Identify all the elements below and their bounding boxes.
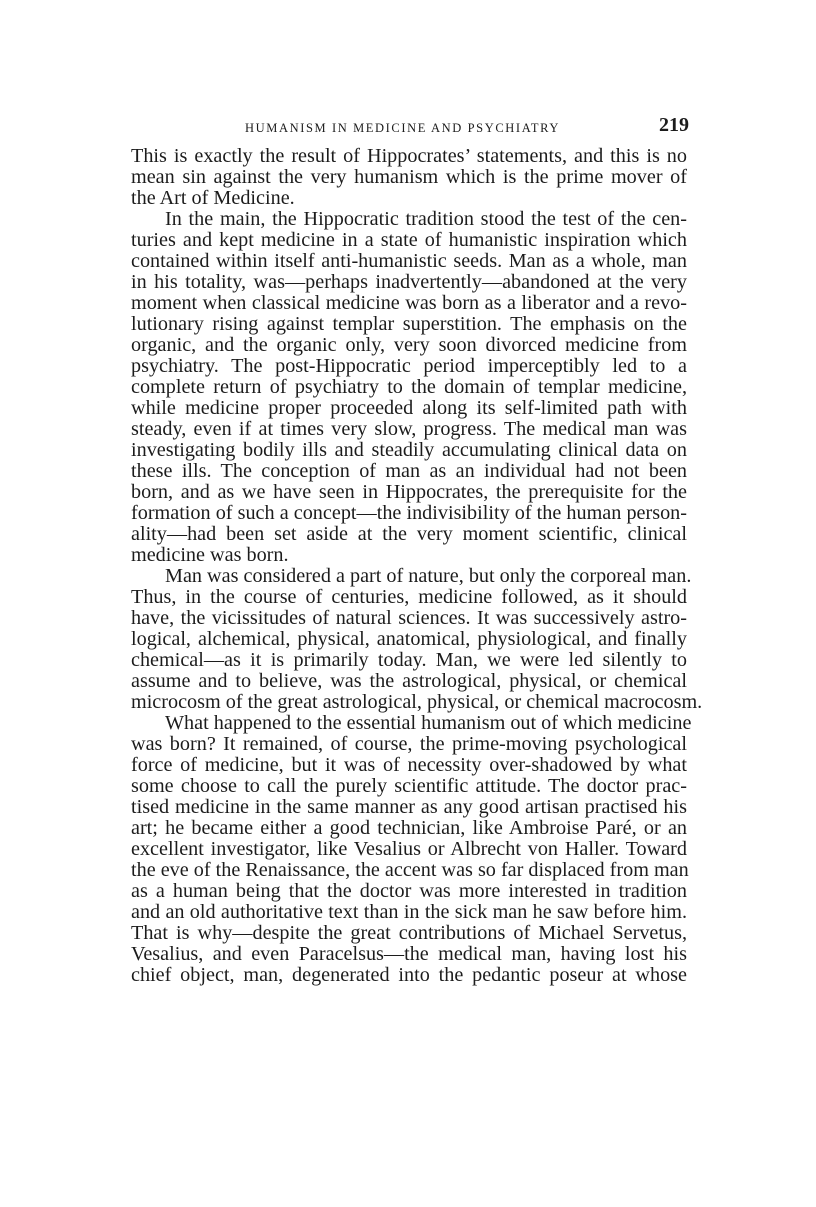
text-line: have, the vicissitudes of natural sciences. It was successively astro-	[131, 607, 687, 629]
text-line: tised medicine in the same manner as any good artisan practised his	[131, 796, 687, 818]
text-line: was born? It remained, of course, the prime-moving psychological	[131, 733, 687, 755]
text-line: Thus, in the course of centuries, medicine followed, as it should	[131, 586, 687, 608]
book-page	[131, 112, 703, 986]
paragraph	[131, 146, 687, 209]
text-line: logical, alchemical, physical, anatomical, physiological, and finally	[131, 628, 687, 650]
text-line: steady, even if at times very slow, progress. The medical man was	[131, 418, 687, 440]
text-line: formation of such a concept—the indivisibility of the human person-	[131, 502, 687, 524]
text-line: turies and kept medicine in a state of humanistic inspiration which	[131, 229, 687, 251]
text-line: these ills. The conception of man as an individual had not been	[131, 460, 687, 482]
text-line: mean sin against the very humanism which is the prime mover of	[131, 166, 687, 188]
running-title: HUMANISM IN MEDICINE AND PSYCHIATRY	[245, 121, 561, 135]
text-line: microcosm of the great astrological, physical, or chemical macrocosm.	[131, 691, 703, 713]
text-line: chief object, man, degenerated into the pedantic poseur at whose	[131, 964, 687, 986]
paragraph	[131, 565, 703, 713]
text-line: psychiatry. The post-Hippocratic period imperceptibly led to a	[131, 355, 687, 377]
text-line: the Art of Medicine.	[131, 187, 295, 209]
text-line: This is exactly the result of Hippocrates’ statements, and this is no	[131, 145, 687, 167]
text-line: assume and to believe, was the astrological, physical, or chemical	[131, 670, 687, 692]
text-line: That is why—despite the great contributions of Michael Servetus,	[131, 922, 687, 944]
text-line: moment when classical medicine was born as a liberator and a revo-	[131, 292, 687, 314]
text-line: What happened to the essential humanism out of which medicine	[165, 712, 692, 734]
page-number: 219	[659, 114, 689, 136]
text-line: Vesalius, and even Paracelsus—the medical man, having lost his	[131, 943, 687, 965]
text-line: born, and as we have seen in Hippocrates, the prerequisite for the	[131, 481, 687, 503]
text-line: excellent investigator, like Vesalius or Albrecht von Haller. Toward	[131, 838, 687, 860]
text-line: lutionary rising against templar superstition. The emphasis on the	[131, 313, 687, 335]
text-line: some choose to call the purely scientific attitude. The doctor prac-	[131, 775, 687, 797]
text-line: art; he became either a good technician, like Ambroise Paré, or an	[131, 817, 687, 839]
text-line: complete return of psychiatry to the domain of templar medicine,	[131, 376, 687, 398]
text-line: and an old authoritative text than in the sick man he saw before him.	[131, 901, 687, 923]
text-line: while medicine proper proceeded along its self-limited path with	[131, 397, 687, 419]
text-line: medicine was born.	[131, 544, 289, 566]
text-line: contained within itself anti-humanistic seeds. Man as a whole, man	[131, 250, 687, 272]
text-line: as a human being that the doctor was more interested in tradition	[131, 880, 687, 902]
text-line: in his totality, was—perhaps inadvertently—abandoned at the very	[131, 271, 687, 293]
text-line: investigating bodily ills and steadily accumulating clinical data on	[131, 439, 687, 461]
text-line: Man was considered a part of nature, but only the corporeal man.	[165, 565, 692, 587]
body-text	[131, 145, 703, 986]
text-line: ality—had been set aside at the very moment scientific, clinical	[131, 523, 687, 545]
paragraph	[131, 209, 687, 566]
text-line: organic, and the organic only, very soon divorced medicine from	[131, 334, 687, 356]
paragraph	[131, 712, 692, 986]
text-line: chemical—as it is primarily today. Man, we were led silently to	[131, 649, 687, 671]
running-head	[131, 112, 687, 146]
text-line: In the main, the Hippocratic tradition stood the test of the cen-	[165, 208, 687, 230]
text-line: the eve of the Renaissance, the accent was so far displaced from man	[131, 859, 689, 881]
text-line: force of medicine, but it was of necessity over-shadowed by what	[131, 754, 687, 776]
